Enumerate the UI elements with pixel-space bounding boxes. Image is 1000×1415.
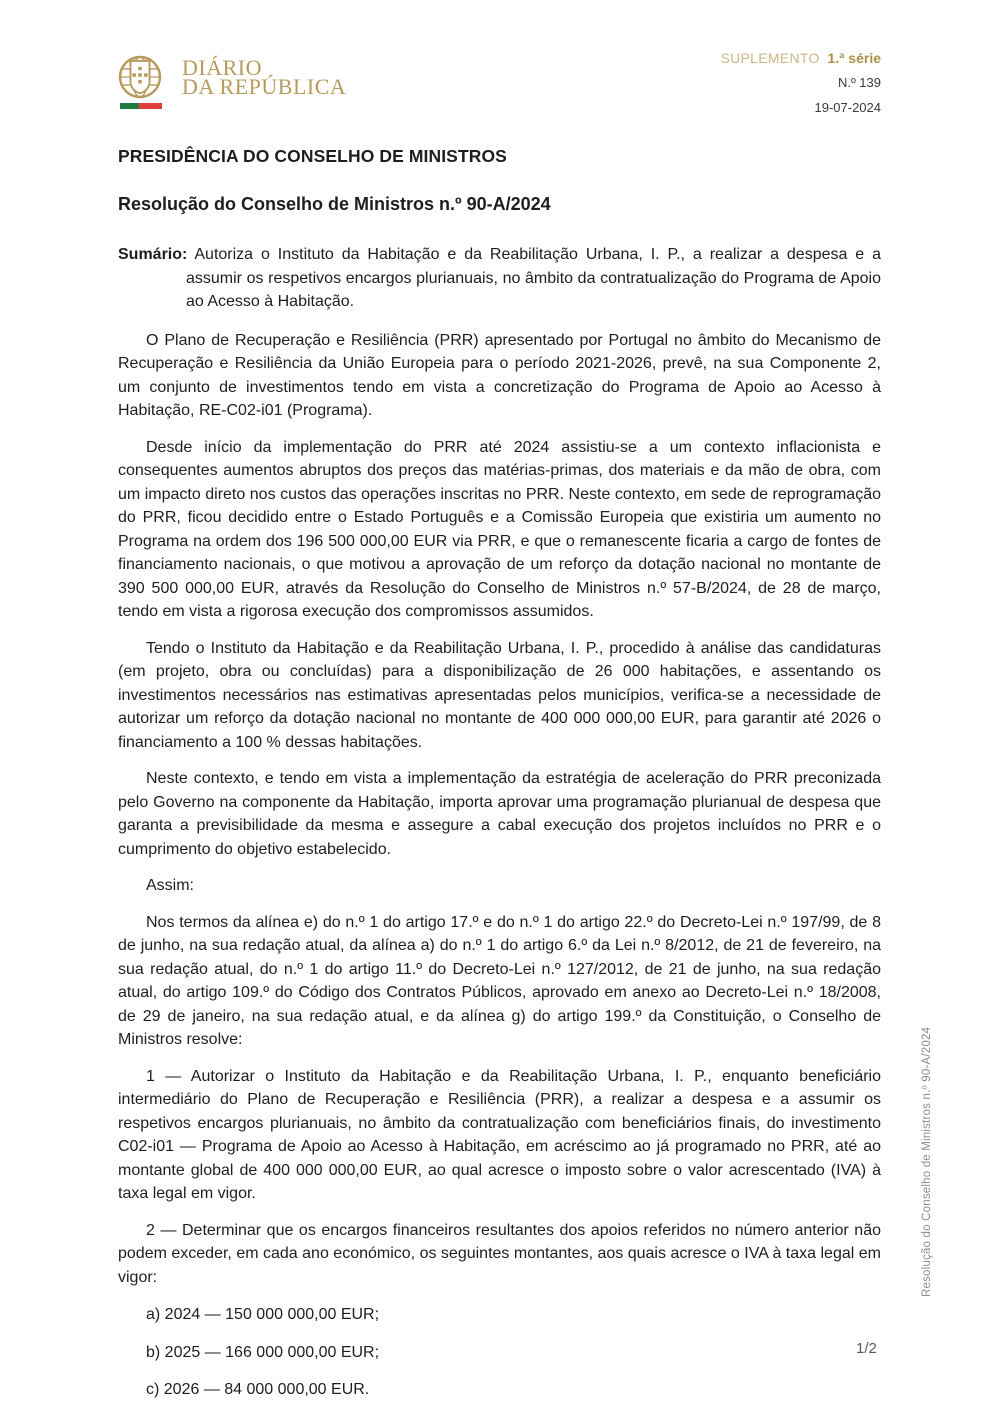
edition-info	[720, 50, 881, 116]
brand-line-2: DA REPÚBLICA	[182, 74, 347, 99]
amount-list-item-b: b) 2025 — 166 000 000,00 EUR;	[146, 1343, 380, 1361]
page-number-indicator: 1/2	[856, 1340, 877, 1357]
page-header	[0, 0, 1000, 143]
amount-list-item-c: c) 2026 — 84 000 000,00 EUR.	[146, 1381, 370, 1398]
body-paragraph: Assim:	[146, 877, 194, 894]
section-title: PRESIDÊNCIA DO CONSELHO DE MINISTROS	[118, 146, 507, 166]
body-paragraph: Desde início da implementação do PRR até 2024 assistiu-se a um contexto inflacionista e consequentes aumentos abruptos dos preços das matérias-primas, dos materiais e da mão de obra, com um impacto direto nos custos das operações inscritas no PRR. Neste contexto, em sede de reprogramação do PRR, ficou decidido entre o Estado Português e a Comissão Europeia que existiria um aumento no Programa na ordem dos 196 500 000,00 EUR via PRR, e que o remanescente ficaria a cargo de fontes de financiamento nacionais, o que motivou a aprovação de um reforço da dotação nacional no montante de 390 500 000,00 EUR, através da Resolução do Conselho de Ministros n.º 57-B/2024, de 28 de março, tendo em vista a rigorosa execução dos compromissos assumidos.	[118, 438, 881, 620]
brand-wordmark	[182, 55, 347, 99]
resolution-title: Resolução do Conselho de Ministros n.º 90-A/2024	[118, 194, 551, 214]
body-paragraph: O Plano de Recuperação e Resiliência (PRR) apresentado por Portugal no âmbito do Mecanismo de Recuperação e Resiliência da União Europeia para o período 2021-2026, prevê, na sua Componente 2, um conjunto de investimentos tendo em vista a concretização do Programa de Apoio ao Acesso à Habitação, RE-C02-i01 (Programa).	[118, 331, 881, 419]
flag-red-segment	[139, 103, 162, 109]
body-paragraph: 2 — Determinar que os encargos financeiros resultantes dos apoios referidos no número anterior não podem exceder, em cada ano económico, os seguintes montantes, aos quais acresce o IVA à taxa legal em vigor:	[118, 1221, 881, 1286]
vertical-resolution-label: Resolução do Conselho de Ministros n.º 90-A/2024	[921, 1026, 933, 1297]
flag-green-segment	[120, 103, 139, 109]
issue-date: 19-07-2024	[814, 100, 881, 115]
document-content	[118, 146, 881, 1402]
body-paragraph: Neste contexto, e tendo em vista a implementação da estratégia de aceleração do PRR preconizada pelo Governo na componente da Habitação, importa aprovar uma programação plurianual de despesa que garanta a previsibilidade da mesma e assegure a cabal execução dos projetos incluídos no PRR e o cumprimento do objetivo estabelecido.	[118, 770, 881, 858]
summary-paragraph	[118, 243, 881, 314]
edition-series-line	[720, 50, 881, 66]
summary-label: Sumário:	[118, 246, 188, 263]
body-paragraph: 1 — Autorizar o Instituto da Habitação e da Reabilitação Urbana, I. P., enquanto beneficiário intermediário do Plano de Recuperação e Resiliência (PRR), a realizar a despesa e a assumir os respetivos encargos plurianuais, no âmbito da contratualização com beneficiários finais, do investimento C02-i01 — Programa de Apoio ao Acesso à Habitação, em acréscimo ao já programado no PRR, até ao montante global de 400 000 000,00 EUR, ao qual acresce o imposto sobre o valor acrescentado (IVA) à taxa legal em vigor.	[118, 1067, 881, 1202]
portugal-flag-bar	[120, 103, 162, 109]
emblem-wrap	[118, 55, 166, 109]
body-paragraph: Nos termos da alínea e) do n.º 1 do artigo 17.º e do n.º 1 do artigo 22.º do Decreto-Lei n.º 197/99, de 8 de junho, na sua redação atual, da alínea a) do n.º 1 do artigo 6.º da Lei n.º 8/2012, de 21 de fevereiro, na sua redação atual, do n.º 1 do artigo 11.º do Decreto-Lei n.º 127/2012, de 21 de junho, na sua redação atual, do artigo 109.º do Código dos Contratos Públicos, aprovado em anexo ao Decreto-Lei n.º 18/2008, de 29 de janeiro, na sua redação atual, e da alínea g) do artigo 199.º da Constituição, o Conselho de Ministros resolve:	[118, 913, 881, 1048]
supplement-label: SUPLEMENTO	[720, 50, 820, 66]
armillary-sphere-emblem-icon	[118, 55, 162, 99]
body-paragraph: Tendo o Instituto da Habitação e da Reabilitação Urbana, I. P., procedido à análise das candidaturas (em projeto, obra ou concluídas) para a disponibilização de 26 000 habitações, e assentando os investimentos necessários nas estimativas apresentadas pelos municípios, verifica-se a necessidade de autorizar um reforço da dotação nacional no montante de 400 000 000,00 EUR, para garantir até 2026 o financiamento a 100 % dessas habitações.	[118, 639, 881, 751]
issue-number: N.º 139	[837, 75, 881, 90]
series-label: 1.ª série	[827, 50, 881, 66]
brand-line-1: DIÁRIO	[182, 55, 262, 80]
diario-da-republica-logo	[118, 55, 346, 109]
summary-text: Autoriza o Instituto da Habitação e da Reabilitação Urbana, I. P., a realizar a despesa e a assumir os respetivos encargos plurianuais, no âmbito da contratualização do Programa de Apoio ao Acesso à Habitação.	[186, 246, 882, 310]
amount-list-item-a: a) 2024 — 150 000 000,00 EUR;	[146, 1306, 380, 1323]
